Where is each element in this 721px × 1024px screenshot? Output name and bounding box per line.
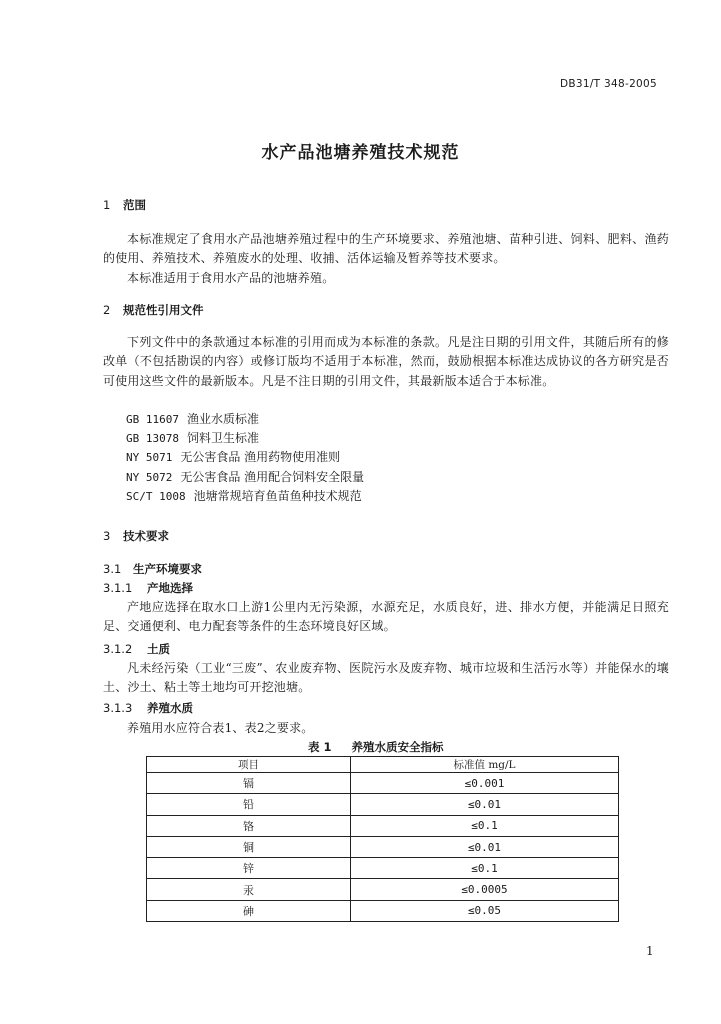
table-row [147, 858, 619, 879]
section-3-heading [103, 528, 169, 544]
subsection-title: 生产环境要求 [133, 562, 202, 576]
subsection-3-1-2-paragraph: 凡未经污染（工业“三废”、农业废弃物、医院污水及废弃物、城市垃圾和生活污水等）并能保水的壤土、沙土、粘土等土地均可开挖池塘。 [103, 661, 669, 695]
section-1-paragraph-1: 本标准规定了食用水产品池塘养殖过程中的生产环境要求、养殖池塘、苗种引进、饲料、肥料、渔药的使用、养殖技术、养殖废水的处理、收捕、活体运输及暂养等技术要求。 [103, 232, 669, 266]
table-cell-value: ≤0.05 [351, 900, 619, 921]
reference-title: 饲料卫生标准 [186, 431, 259, 446]
subsection-3-1-heading [103, 561, 202, 577]
subsection-3-1-1-heading [103, 580, 193, 596]
reference-code: NY 5072 [126, 470, 173, 484]
table-cell-item: 锌 [147, 858, 351, 879]
table-row [147, 773, 619, 794]
reference-title: 渔业水质标准 [186, 412, 259, 426]
reference-list [126, 410, 364, 506]
table-cell-value: ≤0.001 [351, 773, 619, 794]
reference-title: 池塘常规培育鱼苗鱼种技术规范 [193, 488, 362, 503]
document-title: 水产品池塘养殖技术规范 [261, 143, 460, 163]
section-title: 规范性引用文件 [123, 303, 204, 317]
section-1-paragraph-2: 本标准适用于食用水产品的池塘养殖。 [127, 271, 335, 285]
column-header-item: 项目 [147, 757, 351, 773]
section-number: 3 [103, 529, 111, 543]
subsection-title: 养殖水质 [147, 701, 193, 715]
table-row [147, 900, 619, 921]
table-cell-item: 镉 [147, 773, 351, 794]
table-row [147, 836, 619, 857]
subsection-title: 土质 [147, 642, 170, 656]
table-cell-item: 铅 [147, 794, 351, 815]
subsection-3-1-3-paragraph: 养殖用水应符合表1、表2之要求。 [127, 721, 314, 735]
table-cell-value: ≤0.01 [351, 836, 619, 857]
subsection-3-1-2-heading [103, 641, 170, 657]
reference-title: 无公害食品 渔用药物使用准则 [180, 450, 341, 465]
table-cell-value: ≤0.01 [351, 794, 619, 815]
table-title: 养殖水质安全指标 [351, 740, 444, 754]
section-2-paragraph: 下列文件中的条款通过本标准的引用而成为本标准的条款。凡是注日期的引用文件，其随后所有的修改单（不包括勘误的内容）或修订版均不适用于本标准，然而，鼓励根据本标准达成协议的各方研究是否可使用这些文件的最新版本。凡是不注日期的引用文件，其最新版本适合于本标准。 [103, 335, 669, 388]
table-cell-item: 铜 [147, 836, 351, 857]
table-cell-item: 汞 [147, 879, 351, 900]
reference-item [126, 448, 364, 467]
column-header-value: 标准值 mg/L [351, 757, 619, 773]
subsection-number: 3.1 [103, 562, 122, 576]
subsection-3-1-1-paragraph: 产地应选择在取水口上游1公里内无污染源，水源充足，水质良好，进、排水方便，并能满足日照充足、交通便利、电力配套等条件的生态环境良好区域。 [103, 600, 669, 634]
subsection-number: 3.1.1 [103, 581, 133, 595]
reference-item [126, 410, 364, 429]
table-cell-value: ≤0.1 [351, 858, 619, 879]
page-number: 1 [646, 944, 654, 958]
section-2-heading [103, 302, 204, 318]
reference-code: GB 11607 [126, 413, 179, 426]
reference-title: 无公害食品 渔用配合饲料安全限量 [180, 469, 365, 484]
section-title: 范围 [123, 198, 146, 212]
reference-item [126, 429, 364, 448]
subsection-number: 3.1.3 [103, 701, 133, 715]
reference-code: GB 13078 [126, 432, 179, 446]
table-cell-item: 砷 [147, 900, 351, 921]
subsection-number: 3.1.2 [103, 642, 133, 656]
standard-code: DB31/T 348-2005 [560, 78, 657, 90]
table-row [147, 815, 619, 836]
table-header-row [147, 757, 619, 773]
reference-code: NY 5071 [126, 451, 173, 465]
section-title: 技术要求 [123, 529, 169, 543]
subsection-3-1-3-heading [103, 700, 193, 716]
reference-code: SC/T 1008 [126, 489, 186, 503]
table-row [147, 794, 619, 815]
section-number: 2 [103, 303, 111, 317]
subsection-title: 产地选择 [147, 581, 193, 595]
table-cell-value: ≤0.1 [351, 815, 619, 836]
table-row [147, 879, 619, 900]
table-caption [308, 739, 444, 755]
water-quality-table [146, 756, 619, 922]
table-number: 表 1 [308, 740, 332, 754]
section-number: 1 [103, 198, 111, 212]
table-cell-value: ≤0.0005 [351, 879, 619, 900]
reference-item [126, 468, 364, 487]
section-1-heading [103, 197, 146, 213]
reference-item [126, 487, 364, 506]
table-cell-item: 铬 [147, 815, 351, 836]
